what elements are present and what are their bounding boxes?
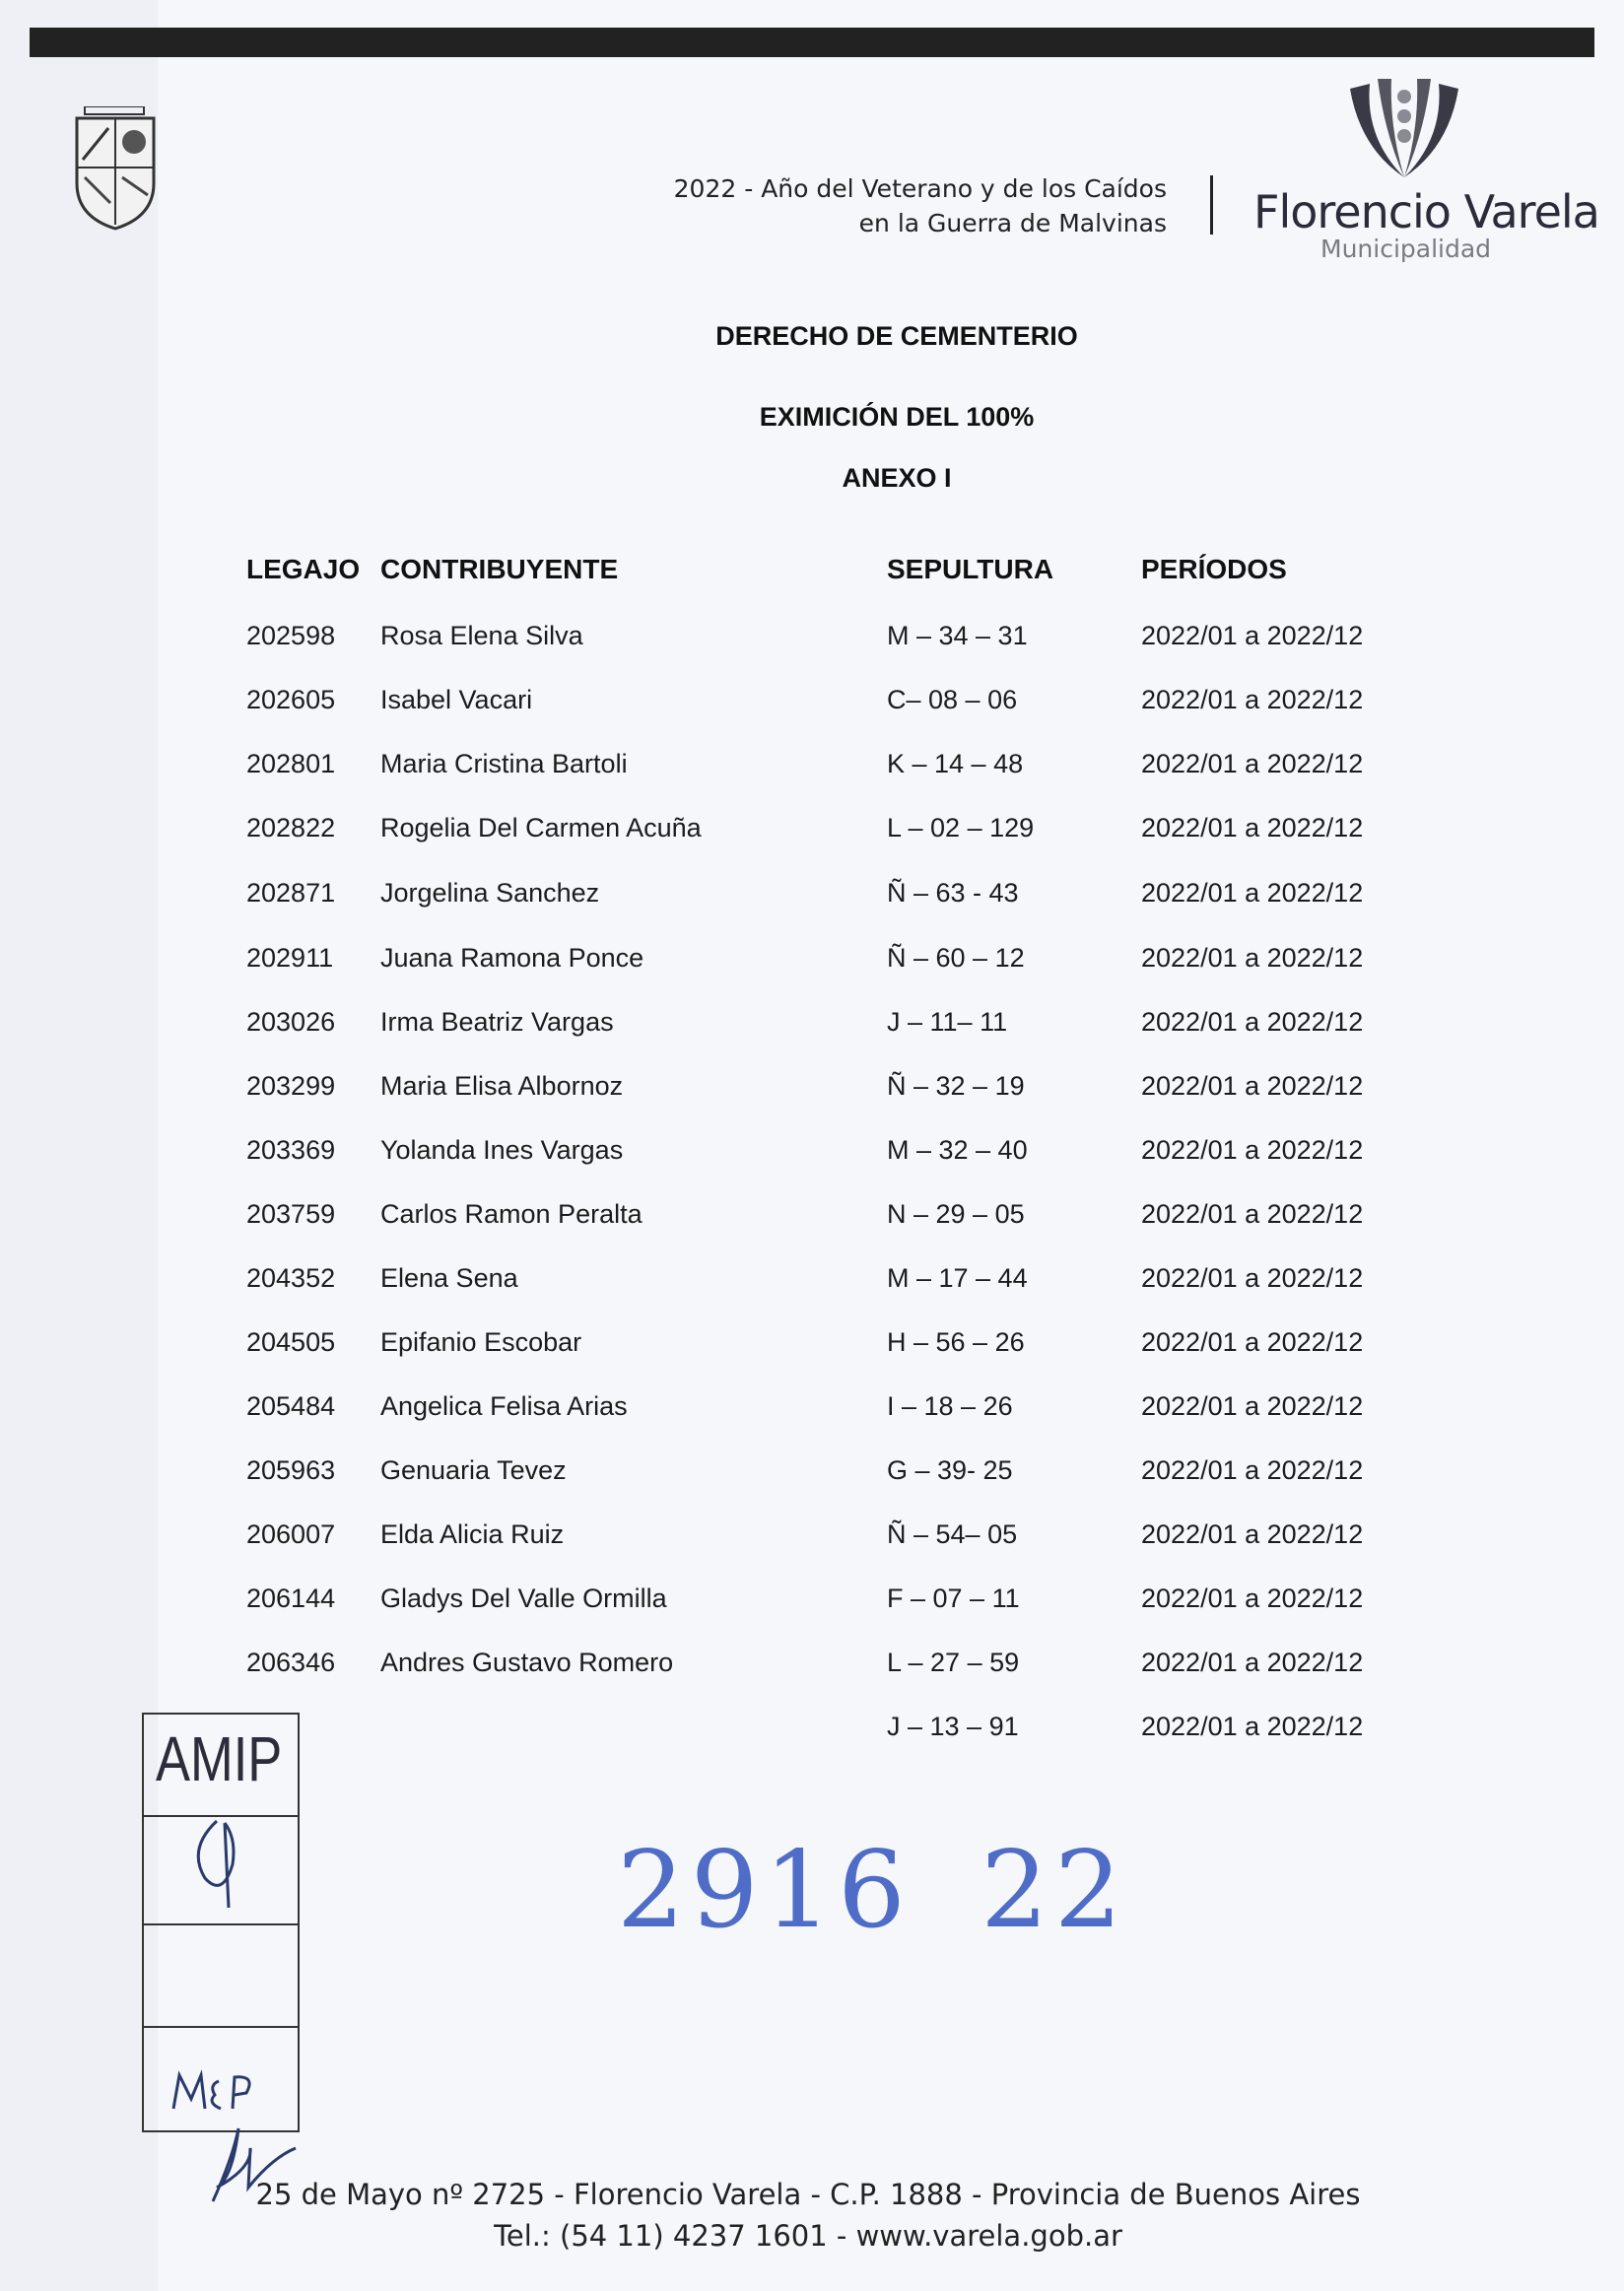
cell-contribuyente: Epifanio Escobar	[380, 1327, 582, 1357]
cell-legajo: 202801	[246, 749, 336, 778]
brand-name: Florencio Varela	[1253, 185, 1599, 238]
cell-legajo: 203759	[246, 1199, 336, 1229]
cell-periodo: 2022/01 a 2022/12	[1141, 1007, 1364, 1037]
cell-legajo: 202598	[246, 621, 336, 650]
cell-sepultura: N – 29 – 05	[887, 1199, 1025, 1229]
column-header-periodos: PERÍODOS	[1141, 554, 1287, 584]
cell-periodo: 2022/01 a 2022/12	[1141, 943, 1364, 973]
cell-sepultura: Ñ – 63 - 43	[887, 878, 1019, 908]
cell-sepultura: H – 56 – 26	[887, 1327, 1025, 1357]
handwritten-initial-icon	[177, 1809, 266, 1918]
cell-periodo: 2022/01 a 2022/12	[1141, 878, 1364, 908]
cell-contribuyente: Andres Gustavo Romero	[380, 1648, 674, 1677]
table-row	[0, 878, 1624, 917]
header-divider	[1210, 175, 1213, 235]
cell-contribuyente: Elda Alicia Ruiz	[380, 1519, 565, 1549]
cell-periodo: 2022/01 a 2022/12	[1141, 1519, 1364, 1549]
amip-stamp-label: AMIP	[156, 1723, 283, 1794]
cell-legajo: 206007	[246, 1519, 336, 1549]
brand-subtitle: Municipalidad	[1320, 235, 1492, 263]
table-row	[0, 1135, 1624, 1175]
cell-legajo: 203369	[246, 1135, 336, 1165]
cell-legajo: 204352	[246, 1263, 336, 1293]
cell-contribuyente: Rogelia Del Carmen Acuña	[380, 813, 702, 842]
table-row	[0, 1648, 1624, 1687]
cell-sepultura: M – 34 – 31	[887, 621, 1028, 650]
table-row	[0, 685, 1624, 724]
cell-contribuyente: Carlos Ramon Peralta	[380, 1199, 643, 1229]
table-row	[0, 1519, 1624, 1559]
cell-legajo: 202605	[246, 685, 336, 714]
cell-legajo: 206346	[246, 1648, 336, 1677]
cell-contribuyente: Irma Beatriz Vargas	[380, 1007, 614, 1037]
column-header-legajo: LEGAJO	[246, 554, 361, 584]
cell-periodo: 2022/01 a 2022/12	[1141, 1712, 1364, 1741]
cell-sepultura: G – 39- 25	[887, 1455, 1013, 1485]
cell-legajo: 202911	[246, 943, 334, 973]
footer-address: 25 de Mayo nº 2725 - Florencio Varela - C.P. 1888 - Provincia de Buenos Aires	[255, 2178, 1361, 2211]
cell-periodo: 2022/01 a 2022/12	[1141, 1263, 1364, 1293]
motto-line-1: 2022 - Año del Veterano y de los Caídos	[673, 174, 1167, 203]
cell-sepultura: F – 07 – 11	[887, 1583, 1020, 1613]
cell-periodo: 2022/01 a 2022/12	[1141, 1391, 1364, 1421]
stamp-divider	[144, 2026, 298, 2028]
handwritten-initials-icon	[168, 2059, 276, 2119]
column-header-contribuyente: CONTRIBUYENTE	[380, 554, 619, 584]
cell-periodo: 2022/01 a 2022/12	[1141, 813, 1364, 842]
cell-contribuyente: Gladys Del Valle Ormilla	[380, 1583, 667, 1613]
table-row	[0, 1263, 1624, 1303]
cell-contribuyente: Rosa Elena Silva	[380, 621, 583, 650]
document-subtitle: EXIMICIÓN DEL 100%	[759, 402, 1035, 432]
cell-periodo: 2022/01 a 2022/12	[1141, 749, 1364, 778]
cell-sepultura: K – 14 – 48	[887, 749, 1024, 778]
cell-contribuyente: Elena Sena	[380, 1263, 518, 1293]
table-row	[0, 943, 1624, 982]
cell-legajo: 205484	[246, 1391, 336, 1421]
cell-periodo: 2022/01 a 2022/12	[1141, 685, 1364, 714]
cell-sepultura: Ñ – 32 – 19	[887, 1071, 1025, 1101]
cell-sepultura: M – 17 – 44	[887, 1263, 1028, 1293]
cell-contribuyente: Jorgelina Sanchez	[380, 878, 600, 908]
cell-sepultura: M – 32 – 40	[887, 1135, 1028, 1165]
cell-legajo: 203026	[246, 1007, 336, 1037]
florencio-varela-logo-icon	[1330, 79, 1478, 187]
cell-contribuyente: Yolanda Ines Vargas	[380, 1135, 624, 1165]
cell-legajo: 202871	[246, 878, 336, 908]
table-row	[0, 1583, 1624, 1623]
motto-line-2: en la Guerra de Malvinas	[858, 209, 1167, 237]
table-row	[0, 1199, 1624, 1239]
cell-legajo: 203299	[246, 1071, 336, 1101]
registration-number-stamp: 2916 22	[617, 1829, 1128, 1952]
cell-sepultura: J – 13 – 91	[887, 1712, 1019, 1741]
table-row	[0, 1455, 1624, 1495]
cell-sepultura: L – 02 – 129	[887, 813, 1035, 842]
table-row	[0, 1327, 1624, 1367]
document-title: DERECHO DE CEMENTERIO	[715, 321, 1078, 351]
cell-sepultura: J – 11– 11	[887, 1007, 1008, 1037]
cell-sepultura: L – 27 – 59	[887, 1648, 1020, 1677]
column-header-sepultura: SEPULTURA	[887, 554, 1054, 584]
table-row	[0, 813, 1624, 852]
motto	[674, 171, 1167, 240]
footer-contact: Tel.: (54 11) 4237 1601 - www.varela.gob.ar	[494, 2219, 1122, 2253]
cell-periodo: 2022/01 a 2022/12	[1141, 1199, 1364, 1229]
cell-periodo: 2022/01 a 2022/12	[1141, 1327, 1364, 1357]
cell-sepultura: Ñ – 60 – 12	[887, 943, 1025, 973]
table-row	[0, 1007, 1624, 1046]
cell-contribuyente: Maria Elisa Albornoz	[380, 1071, 624, 1101]
cell-legajo: 204505	[246, 1327, 336, 1357]
cell-legajo: 205963	[246, 1455, 336, 1485]
cell-periodo: 2022/01 a 2022/12	[1141, 1135, 1364, 1165]
annex-label: ANEXO I	[842, 463, 952, 493]
table-row	[0, 621, 1624, 660]
table-row	[0, 1071, 1624, 1111]
scan-top-bar	[30, 28, 1594, 57]
cell-contribuyente: Maria Cristina Bartoli	[380, 749, 628, 778]
cell-contribuyente: Juana Ramona Ponce	[380, 943, 644, 973]
cell-periodo: 2022/01 a 2022/12	[1141, 1648, 1364, 1677]
cell-contribuyente: Angelica Felisa Arias	[380, 1391, 628, 1421]
cell-periodo: 2022/01 a 2022/12	[1141, 1455, 1364, 1485]
cell-legajo: 206144	[246, 1583, 336, 1613]
cell-sepultura: Ñ – 54– 05	[887, 1519, 1018, 1549]
cell-periodo: 2022/01 a 2022/12	[1141, 1583, 1364, 1613]
table-row	[0, 1391, 1624, 1431]
cell-legajo: 202822	[246, 813, 336, 842]
stamp-divider	[144, 1923, 298, 1925]
cell-sepultura: C– 08 – 06	[887, 685, 1018, 714]
cell-contribuyente: Isabel Vacari	[380, 685, 533, 714]
cell-contribuyente: Genuaria Tevez	[380, 1455, 567, 1485]
cell-sepultura: I – 18 – 26	[887, 1391, 1013, 1421]
coat-of-arms-icon	[71, 106, 160, 233]
table-row	[0, 749, 1624, 788]
cell-periodo: 2022/01 a 2022/12	[1141, 1071, 1364, 1101]
cell-periodo: 2022/01 a 2022/12	[1141, 621, 1364, 650]
